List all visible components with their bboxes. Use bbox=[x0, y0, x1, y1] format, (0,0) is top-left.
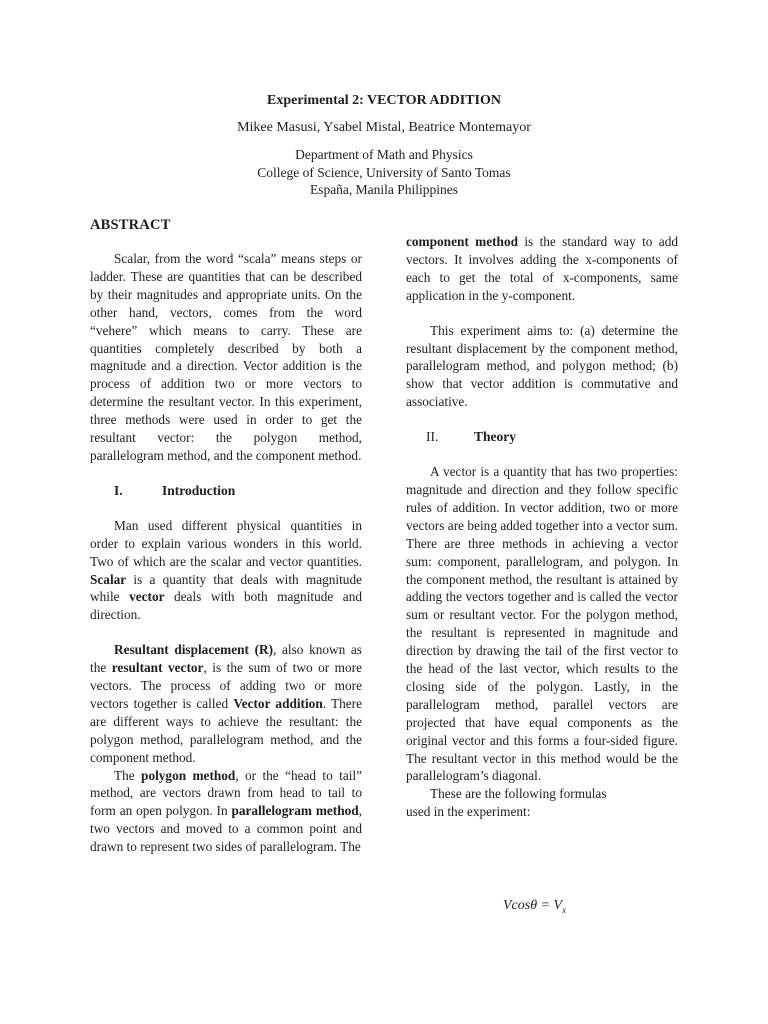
affiliation-block bbox=[0, 146, 768, 199]
affiliation-college: College of Science, University of Santo Tomas bbox=[257, 164, 511, 180]
term-vector: vector bbox=[129, 589, 165, 605]
aims-paragraph: This experiment aims to: (a) determine the resultant displacement by the component method, parallelogram method, and polygon method; (b) show that vector addition is commutative and associative. bbox=[406, 322, 678, 410]
abstract-text: Scalar, from the word “scala” means steps or ladder. These are quantities that can be described by their magnitudes and appropriate units. On the other hand, vectors, comes from the word “vehere” which means to carry. These are quantities completely described by both a magnitude and a direction. Vector addition is the process of addition two or more vectors to determine the resultant vector. In this experiment, three methods were used in order to get the resultant vector: the polygon method, parallelogram method, and the component method. bbox=[90, 251, 362, 463]
formulas-intro-line-2: used in the experiment: bbox=[406, 804, 531, 820]
term-resultant-vector: resultant vector bbox=[111, 660, 204, 676]
paper-title: Experimental 2: VECTOR ADDITION bbox=[266, 93, 501, 108]
section-introduction-heading bbox=[90, 482, 362, 500]
component-method-paragraph bbox=[406, 233, 678, 305]
component-method-text: is the standard way to add vectors. It involves adding the x-components of each to get the total of x-components, same application in the y-component. bbox=[406, 234, 678, 303]
term-polygon-method: polygon method bbox=[141, 767, 236, 783]
term-vector-addition: Vector addition bbox=[233, 695, 323, 711]
intro-p3-text-b: , or the “head to tail” method, are vectors drawn from head to tail to form an open polygon. In bbox=[90, 767, 363, 819]
theory-paragraph: A vector is a quantity that has two properties: magnitude and direction and they follow specific rules of addition. In vector addition, two or more vectors are being added together into a vector sum. There are three methods in achieving a vector sum: component, parallelogram, and polygon. In the component method, the resultant is attained by adding the vectors together and is called the vector sum or resultant vector. For the polygon method, the resultant is represented in magnitude and direction by drawing the tail of the first vector to the head of the last vector, which results to the closing side of the polygon. Lastly, in the parallelogram method, parallel vectors are projected that have equal components as the original vector and this forms a four-sided figure. The resultant vector in this method would be the parallelogram’s diagonal. bbox=[406, 464, 678, 784]
section-theory-heading bbox=[406, 428, 678, 446]
intro-p1-text: Man used different physical quantities in order to explain various wonders in this world. Two of which are the scalar and vector quantities. bbox=[90, 517, 362, 569]
affiliation-location: España, Manila Philippines bbox=[309, 182, 459, 197]
term-component-method: component method bbox=[406, 234, 518, 249]
term-parallelogram-method: parallelogram method bbox=[231, 803, 359, 819]
right-column bbox=[406, 233, 678, 821]
abstract-heading: ABSTRACT bbox=[90, 217, 171, 233]
intro-paragraph-2 bbox=[90, 641, 362, 766]
section-number: I. bbox=[114, 482, 123, 498]
term-scalar: Scalar bbox=[90, 571, 127, 587]
intro-p1-text-b: is a quantity that deals with magnitude while bbox=[90, 571, 362, 605]
intro-p3-text-c: , two vectors and moved to a common point and drawn to represent two sides of parallelogram. The bbox=[90, 803, 362, 855]
section-number: II. bbox=[426, 429, 439, 445]
author-list: Mikee Masusi, Ysabel Mistal, Beatrice Montemayor bbox=[237, 120, 531, 135]
intro-paragraph-1 bbox=[90, 517, 362, 624]
equation-vx bbox=[503, 898, 566, 915]
section-title: Introduction bbox=[162, 482, 236, 498]
affiliation-department: Department of Math and Physics bbox=[295, 147, 473, 162]
intro-p1-text-c: deals with both magnitude and direction. bbox=[90, 589, 362, 623]
equation-subscript: x bbox=[562, 904, 567, 915]
intro-paragraph-3 bbox=[90, 767, 362, 857]
intro-p3-text-a: The bbox=[114, 767, 142, 783]
left-column bbox=[90, 250, 362, 856]
intro-p2-text-b: , is the sum of two or more vectors. The process of adding two or more vectors together is called bbox=[90, 660, 363, 711]
section-title: Theory bbox=[474, 429, 516, 445]
equation-text: Vcosθ = V bbox=[503, 898, 563, 913]
intro-p2-text-a: , also known as the bbox=[90, 642, 362, 676]
intro-p2-text-c: . There are different ways to achieve the resultant: the polygon method, parallelogram method, and the component method. bbox=[90, 695, 362, 765]
formulas-intro-line-1: These are the following formulas bbox=[430, 786, 607, 802]
term-resultant-displacement: Resultant displacement (R) bbox=[114, 642, 274, 658]
